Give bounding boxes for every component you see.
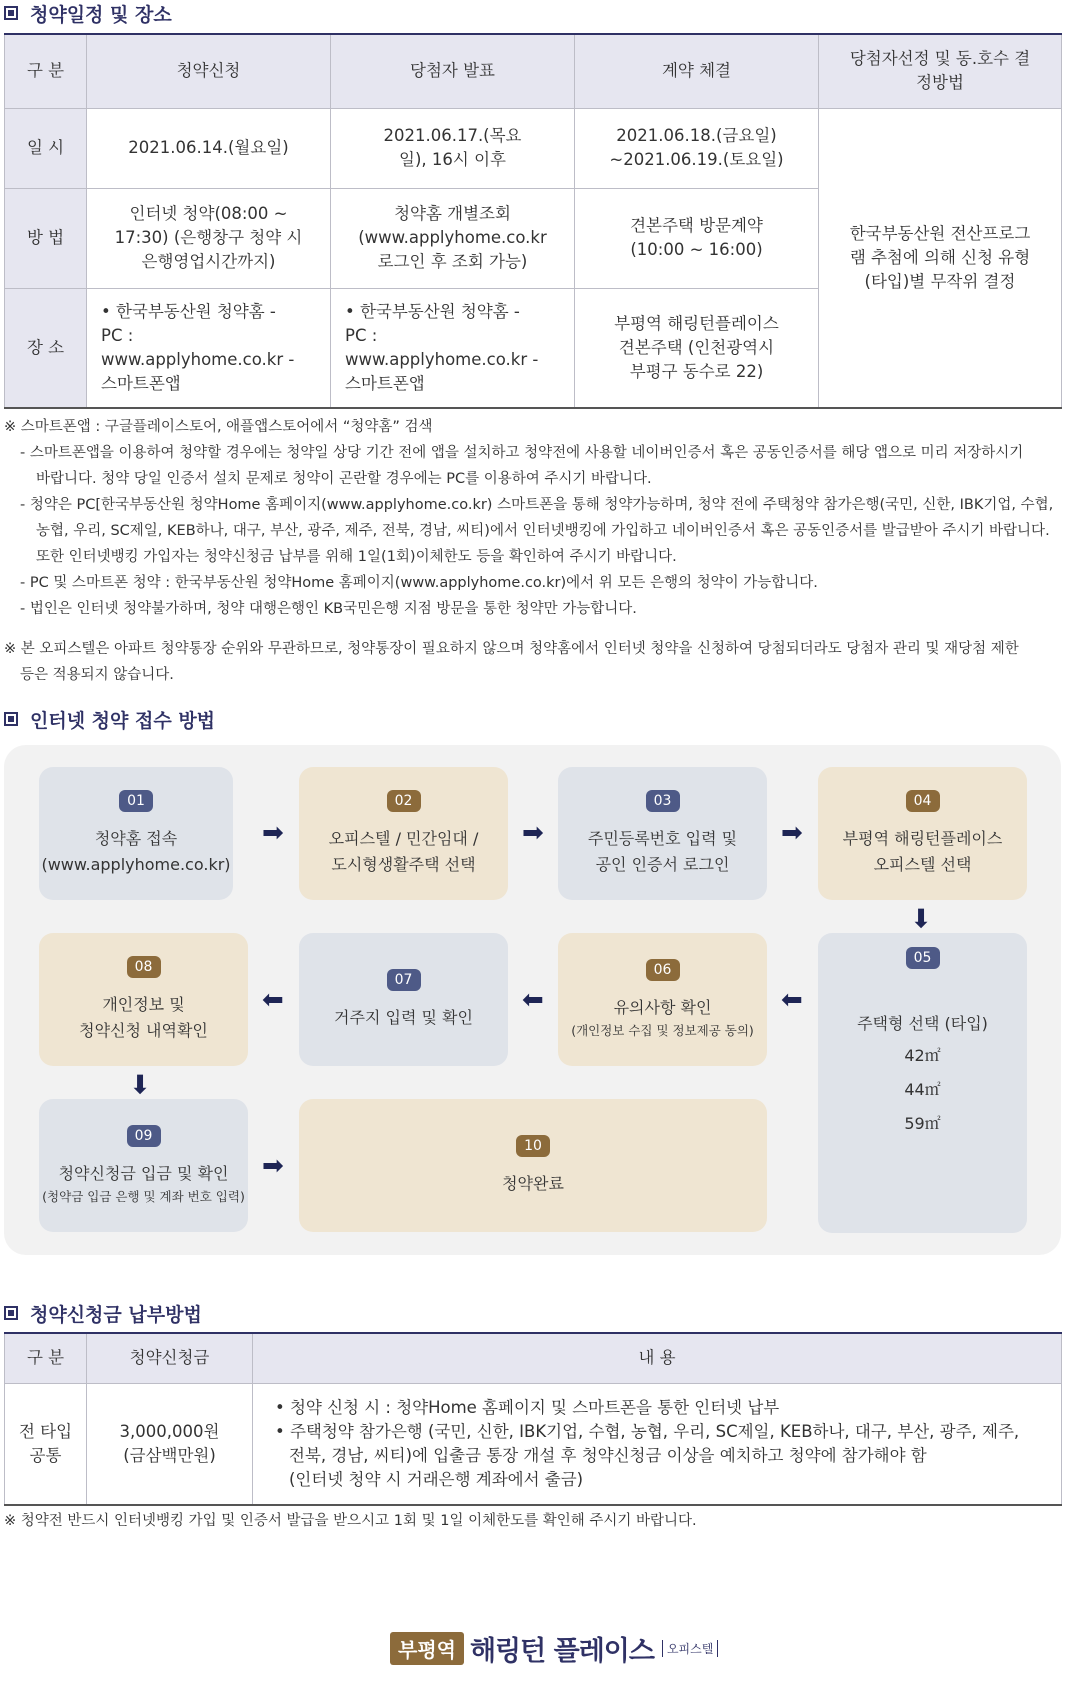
arrow-right-icon: ➡	[262, 1151, 284, 1181]
type-text: 공통	[29, 1445, 62, 1465]
section-title-online	[4, 706, 215, 732]
step-text: (www.applyhome.co.kr)	[41, 854, 231, 874]
section-title-text: 인터넷 청약 접수 방법	[30, 709, 216, 732]
row-label-datetime: 일 시	[5, 108, 87, 188]
step-badge: 02	[387, 790, 421, 812]
content-line: • 청약 신청 시 : 청약Home 홈페이지 및 스마트폰을 통한 인터넷 납부	[275, 1397, 780, 1417]
step-badge: 04	[906, 790, 940, 812]
step-text: 주택형 선택 (타입)	[857, 1014, 988, 1033]
arrow-down-icon: ➡	[124, 1073, 155, 1095]
step-badge: 05	[906, 947, 940, 969]
header-apply: 청약신청	[87, 34, 331, 108]
header-announce: 당첨자 발표	[331, 34, 575, 108]
cell-amount	[87, 1383, 253, 1505]
note-line: - 스마트폰앱을 이용하여 청약할 경우에는 청약일 상당 기간 전에 앱을 설치하고 청약전에 사용할 네이버인증서 혹은 공동인증서를 해당 앱으로 미리 저장하시기	[20, 445, 1024, 461]
step-badge: 09	[127, 1125, 161, 1147]
step-02	[299, 767, 508, 900]
step-text: 청약완료	[502, 1173, 564, 1193]
step-badge: 08	[127, 956, 161, 978]
step-01	[39, 767, 233, 900]
step-09	[39, 1099, 248, 1232]
step-05	[818, 933, 1027, 1233]
note-line: 농협, 우리, SC제일, KEB하나, 대구, 부산, 광주, 제주, 전북, 경남, 씨티)에서 인터넷뱅킹에 가입하고 네이버인증서 혹은 공동인증서를 발급받아 주시기 바랍니다.	[36, 523, 1050, 539]
content-line: 전북, 경남, 씨티)에 입출금 통장 개설 후 청약신청금 이상을 예치하고 청약에 참가해야 함	[289, 1445, 927, 1465]
step-text: 유의사항 확인	[613, 997, 712, 1017]
square-bullet-icon	[4, 712, 18, 726]
arrow-left-icon: ➡	[262, 985, 284, 1015]
notes-smartphone	[4, 414, 1054, 622]
cell-contract-method: 견본주택 방문계약 (10:00 ~ 16:00)	[575, 188, 819, 288]
step-04	[818, 767, 1027, 900]
header-category: 구 분	[5, 1333, 87, 1383]
amount-text: (금삼백만원)	[123, 1445, 216, 1465]
step-text: (개인정보 수집 및 정보제공 동의)	[571, 1022, 754, 1038]
square-bullet-icon	[4, 6, 18, 20]
cell-content	[253, 1383, 1062, 1505]
step-text: 오피스텔 선택	[873, 854, 972, 874]
row-label-method: 방 법	[5, 188, 87, 288]
logo-tag: 부평역	[390, 1632, 464, 1665]
note-line: - 법인은 인터넷 청약불가하며, 청약 대행은행인 KB국민은행 지점 방문을 통한 청약만 가능합니다.	[20, 601, 637, 617]
type-option: 59㎡	[904, 1114, 941, 1133]
arrow-right-icon: ➡	[522, 818, 544, 848]
section-title-text: 청약신청금 납부방법	[30, 1303, 202, 1326]
content-line: (인터넷 청약 시 거래은행 계좌에서 출금)	[289, 1469, 584, 1489]
step-text: 청약신청금 입금 및 확인	[58, 1163, 229, 1183]
note-line: ※ 스마트폰앱 : 구글플레이스토어, 애플앱스토어에서 “청약홈” 검색	[4, 419, 433, 435]
arrow-left-icon: ➡	[781, 985, 803, 1015]
cell-apply-date: 2021.06.14.(월요일)	[87, 108, 331, 188]
payment-table	[4, 1332, 1062, 1506]
step-03	[558, 767, 767, 900]
section-title-text: 청약일정 및 장소	[30, 3, 172, 26]
type-text: 전 타입	[18, 1421, 73, 1441]
arrow-right-icon: ➡	[262, 818, 284, 848]
note-line: ※ 본 오피스텔은 아파트 청약통장 순위와 무관하므로, 청약통장이 필요하지 않으며 청약홈에서 인터넷 청약을 신청하여 당첨되더라도 당첨자 관리 및 재당첨 제한	[4, 641, 1019, 657]
header-amount: 청약신청금	[87, 1333, 253, 1383]
square-bullet-icon	[4, 1306, 18, 1320]
cell-apply-place: • 한국부동산원 청약홈 - PC : www.applyhome.co.kr - 스마트폰앱	[87, 288, 331, 408]
brand-logo	[390, 1628, 718, 1668]
amount-text: 3,000,000원	[119, 1421, 220, 1441]
step-text: 개인정보 및	[102, 994, 185, 1014]
header-method: 당첨자선정 및 동.호수 결정방법	[819, 34, 1062, 108]
step-text: 거주지 입력 및 확인	[334, 1007, 473, 1027]
step-10	[299, 1099, 767, 1232]
note-line: - PC 및 스마트폰 청약 : 한국부동산원 청약Home 홈페이지(www.applyhome.co.kr)에서 위 모든 은행의 청약이 가능합니다.	[20, 575, 818, 591]
step-badge: 06	[646, 959, 680, 981]
header-category: 구 분	[5, 34, 87, 108]
step-badge: 10	[516, 1135, 550, 1157]
logo-name: 해링턴 플레이스	[469, 1635, 654, 1667]
cell-announce-place: • 한국부동산원 청약홈 - PC : www.applyhome.co.kr - 스마트폰앱	[331, 288, 575, 408]
row-label-place: 장 소	[5, 288, 87, 408]
step-text: 도시형생활주택 선택	[331, 854, 476, 874]
step-text: (청약금 입금 은행 및 계좌 번호 입력)	[42, 1188, 245, 1204]
cell-contract-date: 2021.06.18.(금요일) ~2021.06.19.(토요일)	[575, 108, 819, 188]
type-option: 42㎡	[904, 1046, 941, 1065]
step-text: 공인 인증서 로그인	[595, 854, 730, 874]
step-badge: 07	[387, 969, 421, 991]
step-text: 주민등록번호 입력 및	[587, 828, 738, 848]
arrow-right-icon: ➡	[781, 818, 803, 848]
step-text: 청약홈 접속	[94, 828, 178, 848]
notes-officetel	[4, 636, 1054, 688]
step-text: 청약신청 내역확인	[79, 1020, 208, 1040]
step-text: 오피스텔 / 민간임대 /	[328, 828, 479, 848]
arrow-left-icon: ➡	[522, 985, 544, 1015]
schedule-table	[4, 33, 1062, 409]
note-line: 또한 인터넷뱅킹 가입자는 청약신청금 납부를 위해 1일(1회)이체한도 등을 확인하여 주시기 바랍니다.	[36, 549, 677, 565]
note-line: 등은 적용되지 않습니다.	[20, 667, 174, 683]
process-flow	[4, 745, 1061, 1255]
step-08	[39, 933, 248, 1066]
cell-announce-method: 청약홈 개별조회 (www.applyhome.co.kr 로그인 후 조회 가능)	[331, 188, 575, 288]
logo-sub: 오피스텔	[662, 1640, 718, 1657]
header-content: 내 용	[253, 1333, 1062, 1383]
header-contract: 계약 체결	[575, 34, 819, 108]
cell-type	[5, 1383, 87, 1505]
cell-contract-place: 부평역 해링턴플레이스 견본주택 (인천광역시 부평구 동수로 22)	[575, 288, 819, 408]
type-option: 44㎡	[904, 1080, 941, 1099]
note-banking: ※ 청약전 반드시 인터넷뱅킹 가입 및 인증서 발급을 받으시고 1회 및 1일 이체한도를 확인해 주시기 바랍니다.	[4, 1513, 697, 1529]
note-line: - 청약은 PC[한국부동산원 청약Home 홈페이지(www.applyhome.co.kr) 스마트폰을 통해 청약가능하며, 청약 전에 주택청약 참가은행(국민, 신한, IBK기업, 수협,	[20, 497, 1054, 513]
note-line: 바랍니다. 청약 당일 인증서 설치 문제로 청약이 곤란할 경우에는 PC를 이용하여 주시기 바랍니다.	[36, 471, 652, 487]
step-badge: 01	[119, 790, 153, 812]
step-badge: 03	[646, 790, 680, 812]
cell-selection-method: 한국부동산원 전산프로그램 추첨에 의해 신청 유형(타입)별 무작위 결정	[819, 108, 1062, 408]
section-title-schedule	[4, 0, 172, 26]
arrow-down-icon: ➡	[905, 907, 936, 929]
step-07	[299, 933, 508, 1066]
section-title-payment	[4, 1300, 202, 1326]
step-text: 부평역 해링턴플레이스	[842, 828, 1003, 848]
cell-announce-date: 2021.06.17.(목요일), 16시 이후	[331, 108, 575, 188]
content-line: • 주택청약 참가은행 (국민, 신한, IBK기업, 수협, 농협, 우리, SC제일, KEB하나, 대구, 부산, 광주, 제주,	[275, 1421, 1020, 1441]
step-06	[558, 933, 767, 1066]
cell-apply-method: 인터넷 청약(08:00 ~ 17:30) (은행창구 청약 시 은행영업시간까지)	[87, 188, 331, 288]
